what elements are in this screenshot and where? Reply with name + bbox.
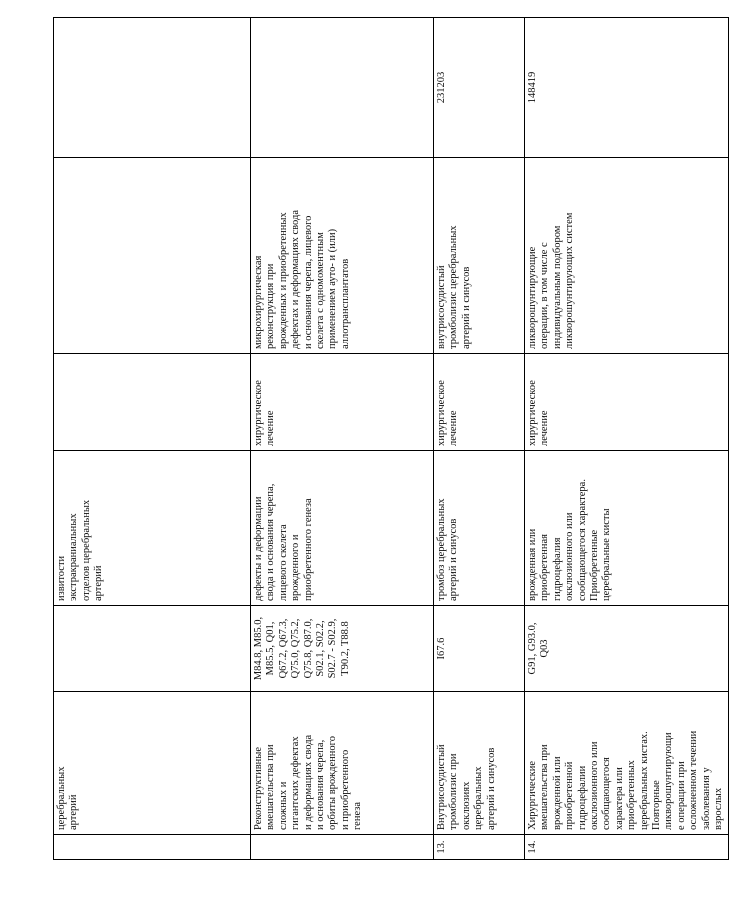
icd-codes-cell <box>525 606 729 692</box>
care-type-name-cell <box>525 692 729 835</box>
treatment-method: ликворошунтирующие операции, в том числе с индивидуальным подбором ликворошунтирующих систем <box>527 212 576 349</box>
treatment-method: внутрисосудистый тромболизис церебральных артерий и синусов <box>436 225 472 349</box>
patient-model: дефекты и деформации свода и основания черепа, лицевого скелета врожденного и приобретенного генеза <box>253 483 314 601</box>
treatment-type-cell <box>525 354 729 451</box>
patient-model-cell <box>54 451 251 606</box>
treatment-method: микрохирургическая реконструкция при врожденных и приобретенных дефектах и деформациях свода и основания черепа, лицевого скелета с одномоментным применением ауто- и (или) аллотрансплантатов <box>253 209 351 349</box>
icd-codes: M84.8, M85.0, M85.5, Q01, Q67.2, Q67.3, Q75.0, Q75.2, Q75.8, Q87.0, S02.1, S02.2, S02.7 - S02.9, T90.2, T88.8 <box>253 616 351 681</box>
care-type-name-cell <box>54 692 251 835</box>
table-row <box>251 18 434 860</box>
patient-model: извитости экстракраниальных отделов церебральных артерий <box>56 499 105 601</box>
treatment-type-cell <box>434 354 525 451</box>
treatment-type-cell <box>54 354 251 451</box>
care-type-name: церебральных артерий <box>56 766 80 830</box>
patient-model-cell <box>434 451 525 606</box>
care-type-name: Реконструктивные вмешательства при сложных и гигантских дефектах и деформациях свода и основания черепа, орбиты врожденного и приобретенного генеза <box>253 734 364 830</box>
treatment-type: хирургическое лечение <box>436 380 460 446</box>
standard-cost-cell <box>54 18 251 158</box>
icd-codes-cell <box>251 606 434 692</box>
row-number-cell <box>54 835 251 860</box>
icd-codes: I67.6 <box>436 637 447 660</box>
treatment-method-cell <box>525 158 729 354</box>
row-number-cell <box>434 835 525 860</box>
care-type-name-cell <box>251 692 434 835</box>
standard-cost: 231203 <box>436 71 447 104</box>
treatment-method-cell <box>251 158 434 354</box>
row-number-cell <box>525 835 729 860</box>
treatment-type: хирургическое лечение <box>253 380 277 446</box>
icd-codes-cell <box>434 606 525 692</box>
medical-care-table <box>53 17 729 860</box>
treatment-method-cell <box>54 158 251 354</box>
care-type-name: Внутрисосудистый тромболизис при окклюзиях церебральных артерий и синусов <box>436 744 497 830</box>
row-number: 13. <box>436 840 447 854</box>
row-number: 14. <box>527 840 538 854</box>
icd-codes-cell <box>54 606 251 692</box>
patient-model: врожденная или приобретенная гидроцефалия окклюзионного или сообщающегося характера. Приобретенные церебральные кисты <box>527 479 613 601</box>
care-type-name-cell <box>434 692 525 835</box>
treatment-type: хирургическое лечение <box>527 380 551 446</box>
patient-model-cell <box>251 451 434 606</box>
row-number-cell <box>251 835 434 860</box>
table-row <box>434 18 525 860</box>
treatment-method-cell <box>434 158 525 354</box>
standard-cost-cell <box>525 18 729 158</box>
patient-model-cell <box>525 451 729 606</box>
standard-cost: 148419 <box>527 71 538 104</box>
table-row <box>54 18 251 860</box>
table-body <box>54 18 729 860</box>
standard-cost-cell <box>251 18 434 158</box>
table-row <box>525 18 729 860</box>
icd-codes: G91, G93.0, Q03 <box>527 622 551 675</box>
treatment-type-cell <box>251 354 434 451</box>
patient-model: тромбоз церебральных артерий и синусов <box>436 498 460 601</box>
care-type-name: Хирургические вмешательства при врожденной или приобретенной гидроцефалии окклюзионного или сообщающегося характера или приобретенных церебральных кистах. Повторные ликворошунтирующи е операции при осложненном течении заболевания у взрослых <box>527 730 725 830</box>
rotated-table-container <box>53 18 725 860</box>
standard-cost-cell <box>434 18 525 158</box>
